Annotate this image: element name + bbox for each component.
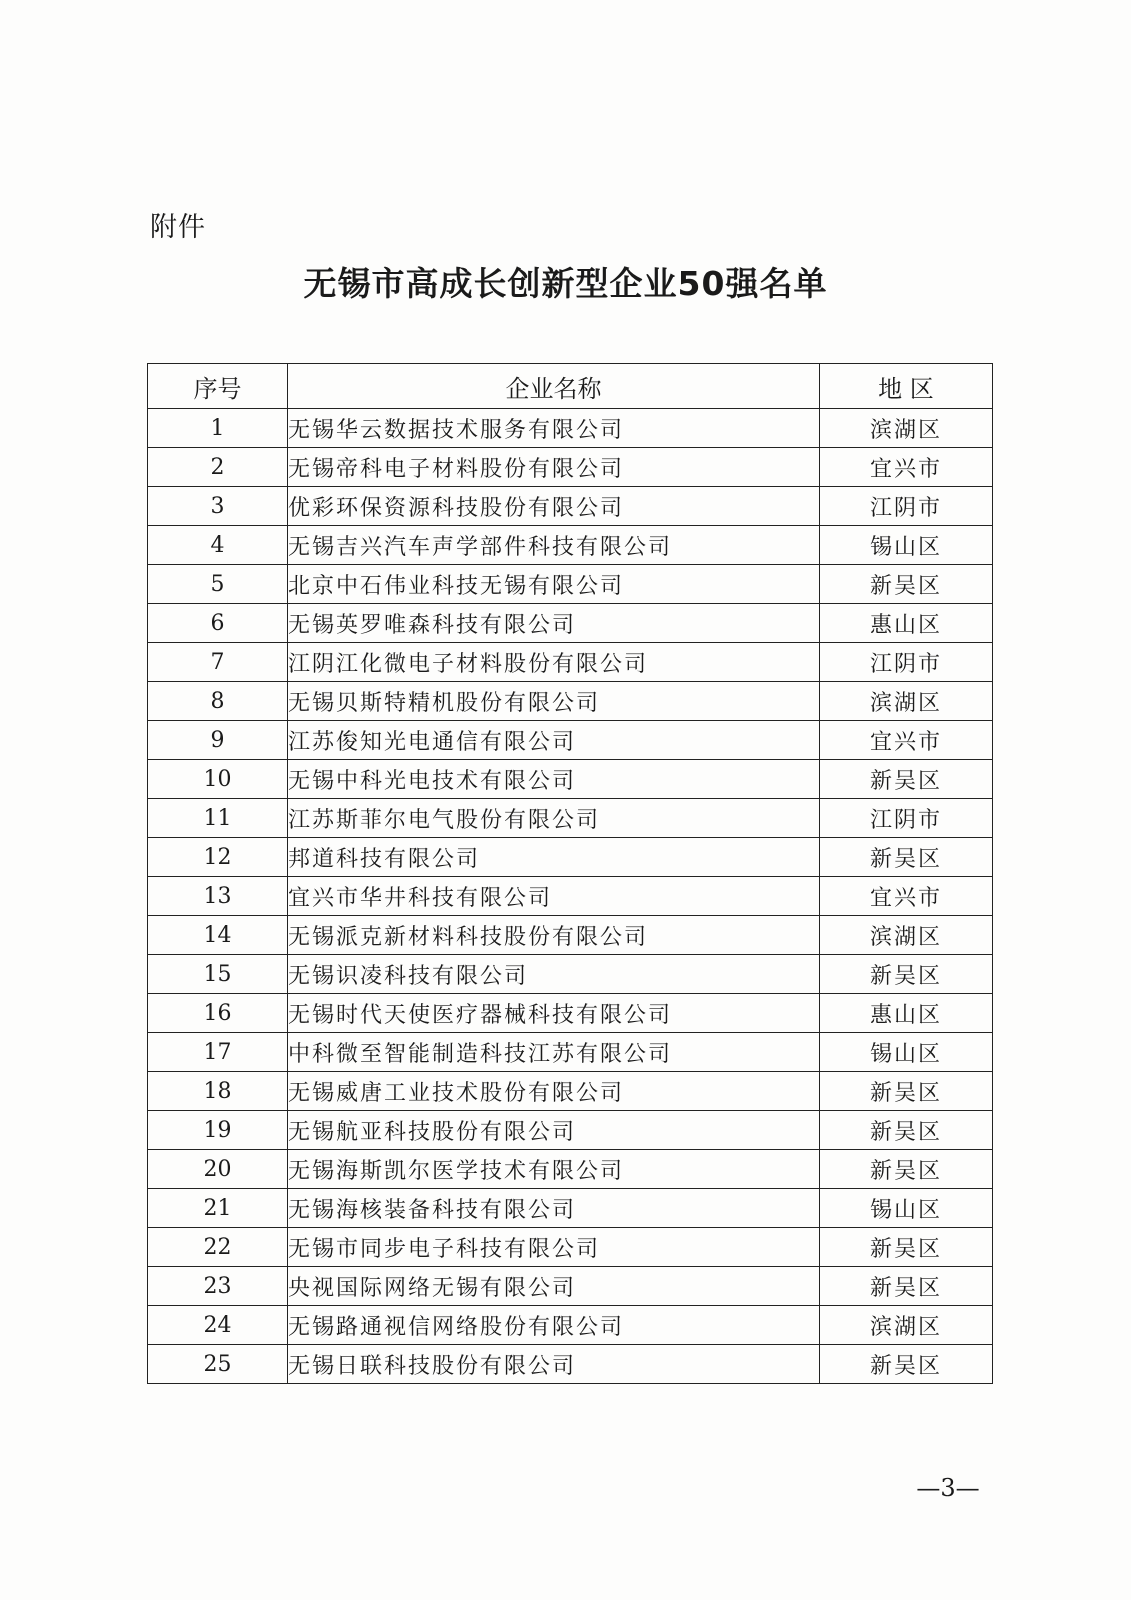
company-name-cell: 宜兴市华井科技有限公司: [288, 877, 820, 916]
company-name-cell: 无锡海核装备科技有限公司: [288, 1189, 820, 1228]
header-number: 序号: [148, 364, 288, 409]
row-number-cell: 13: [148, 877, 288, 916]
row-number-cell: 8: [148, 682, 288, 721]
company-name-cell: 无锡航亚科技股份有限公司: [288, 1111, 820, 1150]
row-number-cell: 25: [148, 1345, 288, 1384]
district-cell: 滨湖区: [820, 409, 993, 448]
company-name-cell: 无锡中科光电技术有限公司: [288, 760, 820, 799]
page-number: —3—: [916, 1474, 980, 1502]
table-row: [148, 1189, 993, 1228]
table-body: [148, 409, 993, 1384]
table-row: [148, 1228, 993, 1267]
district-cell: 新吴区: [820, 1345, 993, 1384]
header-district: 地 区: [820, 364, 993, 409]
company-name-cell: 北京中石伟业科技无锡有限公司: [288, 565, 820, 604]
table-row: [148, 409, 993, 448]
table-row: [148, 565, 993, 604]
table-row: [148, 955, 993, 994]
row-number-cell: 9: [148, 721, 288, 760]
row-number-cell: 19: [148, 1111, 288, 1150]
district-cell: 锡山区: [820, 526, 993, 565]
enterprise-table: [147, 363, 993, 1384]
district-cell: 惠山区: [820, 994, 993, 1033]
table-row: [148, 643, 993, 682]
table-row: [148, 1345, 993, 1384]
district-cell: 新吴区: [820, 1267, 993, 1306]
table-row: [148, 487, 993, 526]
header-company-name: 企业名称: [288, 364, 820, 409]
company-name-cell: 无锡识凌科技有限公司: [288, 955, 820, 994]
district-cell: 新吴区: [820, 565, 993, 604]
district-cell: 新吴区: [820, 838, 993, 877]
district-cell: 滨湖区: [820, 682, 993, 721]
table-row: [148, 877, 993, 916]
table-row: [148, 838, 993, 877]
table-header-row: [148, 364, 993, 409]
row-number-cell: 14: [148, 916, 288, 955]
row-number-cell: 1: [148, 409, 288, 448]
row-number-cell: 6: [148, 604, 288, 643]
table-row: [148, 526, 993, 565]
company-name-cell: 无锡市同步电子科技有限公司: [288, 1228, 820, 1267]
company-name-cell: 邦道科技有限公司: [288, 838, 820, 877]
row-number-cell: 24: [148, 1306, 288, 1345]
row-number-cell: 20: [148, 1150, 288, 1189]
district-cell: 滨湖区: [820, 916, 993, 955]
table-row: [148, 994, 993, 1033]
district-cell: 锡山区: [820, 1033, 993, 1072]
table-row: [148, 760, 993, 799]
district-cell: 宜兴市: [820, 721, 993, 760]
row-number-cell: 15: [148, 955, 288, 994]
row-number-cell: 7: [148, 643, 288, 682]
row-number-cell: 5: [148, 565, 288, 604]
company-name-cell: 无锡帝科电子材料股份有限公司: [288, 448, 820, 487]
row-number-cell: 23: [148, 1267, 288, 1306]
district-cell: 江阴市: [820, 799, 993, 838]
district-cell: 新吴区: [820, 1111, 993, 1150]
company-name-cell: 无锡时代天使医疗器械科技有限公司: [288, 994, 820, 1033]
table-row: [148, 1267, 993, 1306]
district-cell: 新吴区: [820, 955, 993, 994]
company-name-cell: 无锡贝斯特精机股份有限公司: [288, 682, 820, 721]
company-name-cell: 无锡英罗唯森科技有限公司: [288, 604, 820, 643]
company-name-cell: 中科微至智能制造科技江苏有限公司: [288, 1033, 820, 1072]
attachment-label: 附件: [150, 212, 206, 243]
row-number-cell: 17: [148, 1033, 288, 1072]
row-number-cell: 16: [148, 994, 288, 1033]
table-row: [148, 1150, 993, 1189]
table-row: [148, 1306, 993, 1345]
company-name-cell: 江阴江化微电子材料股份有限公司: [288, 643, 820, 682]
district-cell: 滨湖区: [820, 1306, 993, 1345]
table-row: [148, 1072, 993, 1111]
row-number-cell: 3: [148, 487, 288, 526]
district-cell: 江阴市: [820, 487, 993, 526]
table-row: [148, 604, 993, 643]
row-number-cell: 2: [148, 448, 288, 487]
district-cell: 新吴区: [820, 760, 993, 799]
table-row: [148, 721, 993, 760]
company-name-cell: 优彩环保资源科技股份有限公司: [288, 487, 820, 526]
company-name-cell: 无锡海斯凯尔医学技术有限公司: [288, 1150, 820, 1189]
row-number-cell: 12: [148, 838, 288, 877]
district-cell: 新吴区: [820, 1228, 993, 1267]
row-number-cell: 22: [148, 1228, 288, 1267]
table-row: [148, 916, 993, 955]
district-cell: 锡山区: [820, 1189, 993, 1228]
table-row: [148, 682, 993, 721]
district-cell: 宜兴市: [820, 448, 993, 487]
table-row: [148, 1033, 993, 1072]
row-number-cell: 4: [148, 526, 288, 565]
district-cell: 惠山区: [820, 604, 993, 643]
company-name-cell: 无锡华云数据技术服务有限公司: [288, 409, 820, 448]
company-name-cell: 无锡威唐工业技术股份有限公司: [288, 1072, 820, 1111]
company-name-cell: 无锡路通视信网络股份有限公司: [288, 1306, 820, 1345]
company-name-cell: 央视国际网络无锡有限公司: [288, 1267, 820, 1306]
company-name-cell: 无锡日联科技股份有限公司: [288, 1345, 820, 1384]
row-number-cell: 10: [148, 760, 288, 799]
company-name-cell: 江苏俊知光电通信有限公司: [288, 721, 820, 760]
row-number-cell: 21: [148, 1189, 288, 1228]
company-name-cell: 江苏斯菲尔电气股份有限公司: [288, 799, 820, 838]
district-cell: 宜兴市: [820, 877, 993, 916]
company-name-cell: 无锡派克新材料科技股份有限公司: [288, 916, 820, 955]
company-name-cell: 无锡吉兴汽车声学部件科技有限公司: [288, 526, 820, 565]
table-row: [148, 1111, 993, 1150]
table-row: [148, 448, 993, 487]
row-number-cell: 11: [148, 799, 288, 838]
district-cell: 新吴区: [820, 1072, 993, 1111]
district-cell: 江阴市: [820, 643, 993, 682]
row-number-cell: 18: [148, 1072, 288, 1111]
table-row: [148, 799, 993, 838]
document-title: 无锡市高成长创新型企业50强名单: [303, 264, 828, 303]
district-cell: 新吴区: [820, 1150, 993, 1189]
